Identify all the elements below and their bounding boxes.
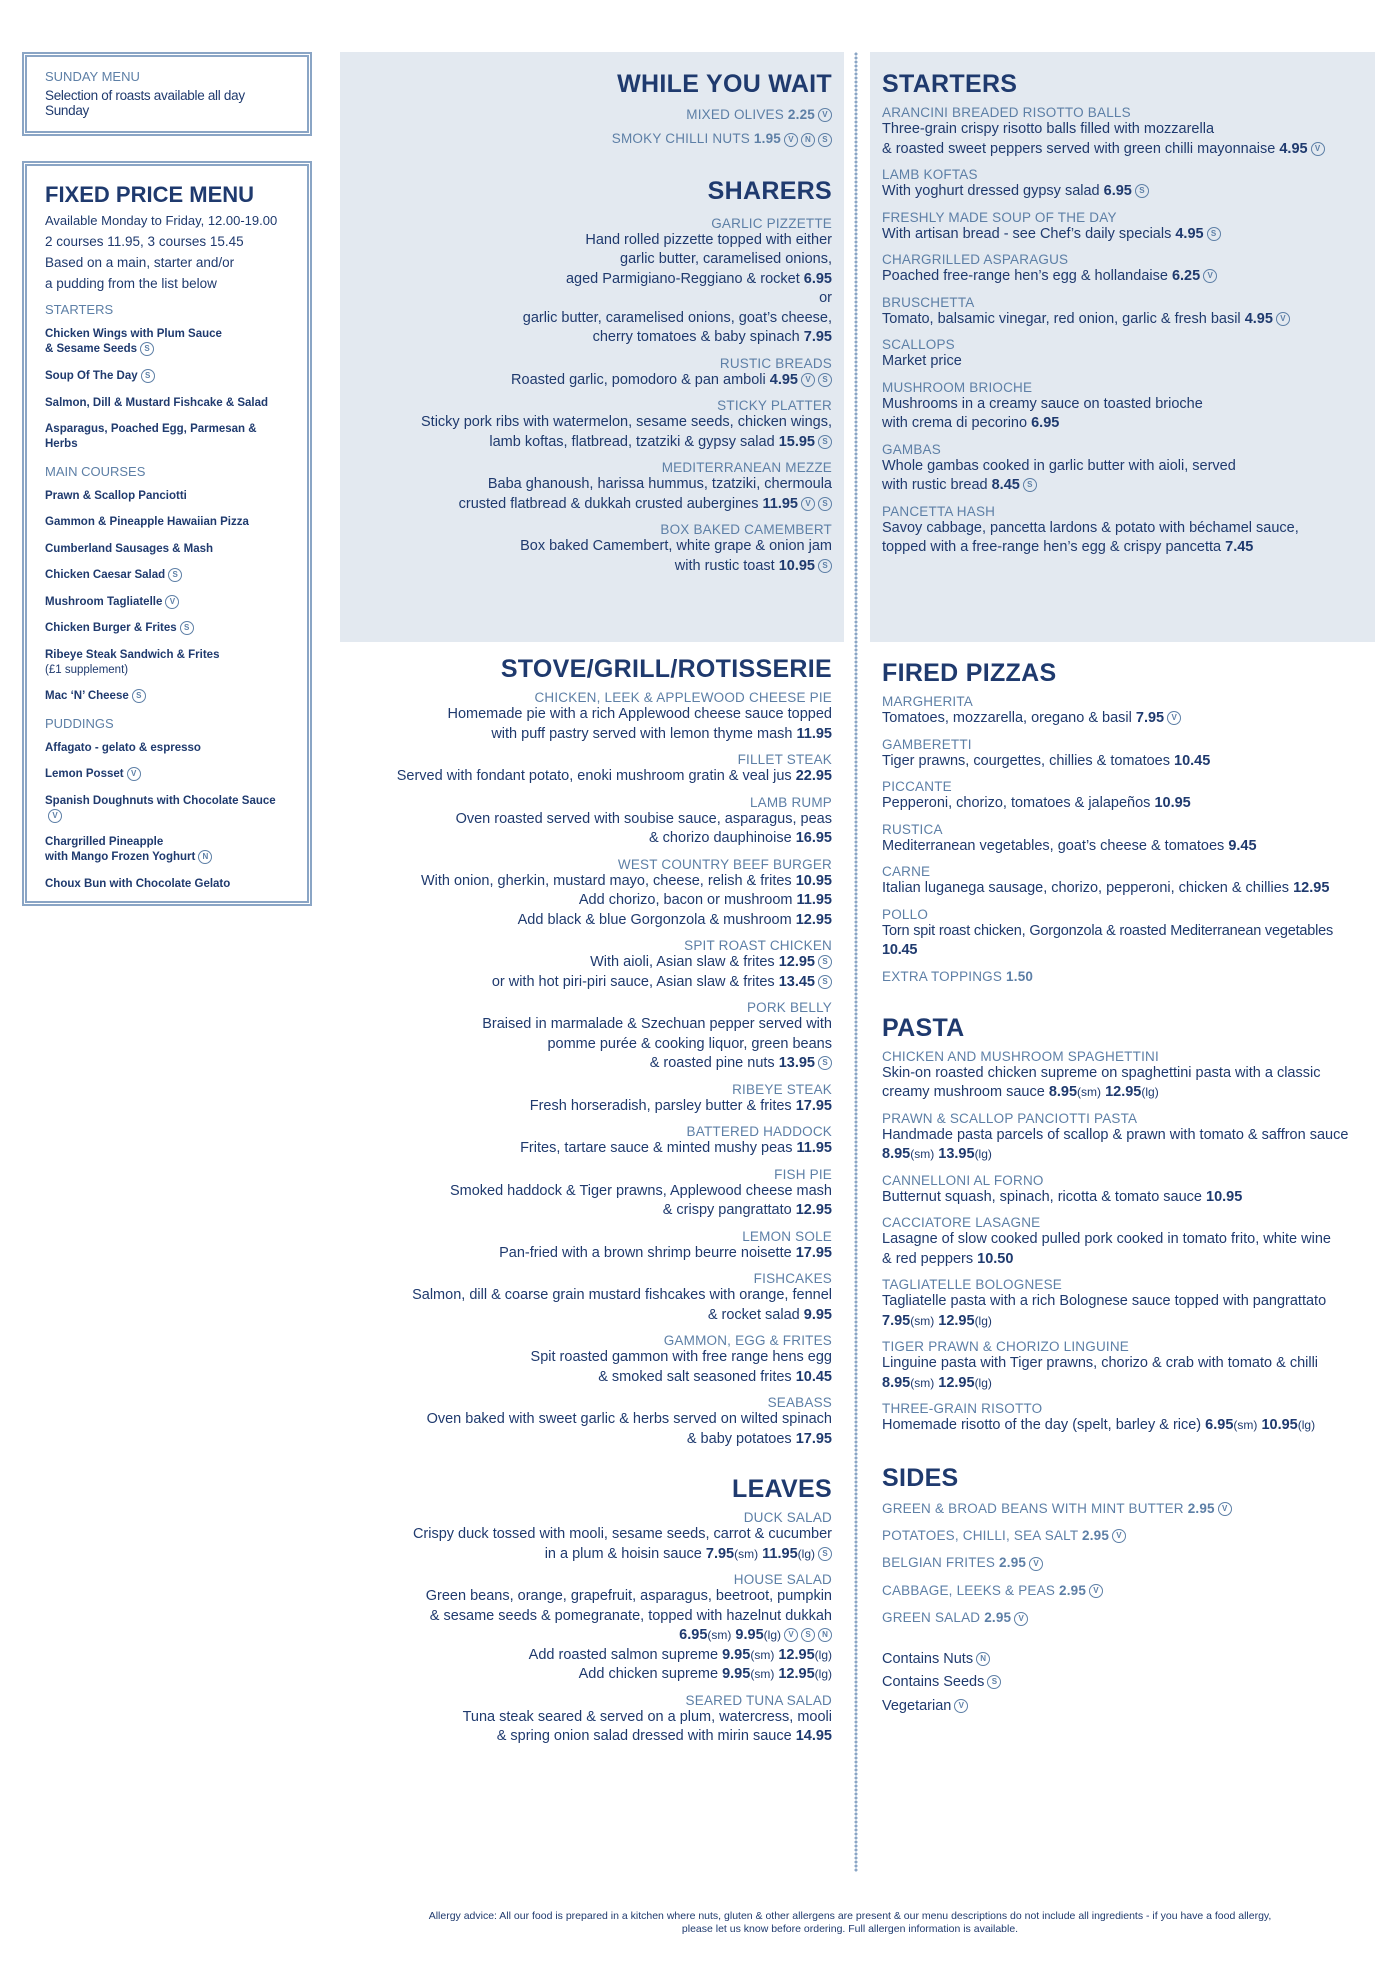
menu-item: RUSTIC BREADS Roasted garlic, pomodoro & pan amboli 4.95 V S <box>511 355 832 388</box>
vegetarian-icon: V <box>784 1628 798 1642</box>
vegetarian-icon: V <box>1203 269 1217 283</box>
seeds-icon: S <box>818 497 832 511</box>
menu-item: PANCETTA HASH Savoy cabbage, pancetta lardons & potato with béchamel sauce, topped with a free-range hen’s egg & crispy pancetta 7.45 <box>882 503 1299 555</box>
menu-item: CHICKEN AND MUSHROOM SPAGHETTINI Skin-on roasted chicken supreme on spaghettini pasta with a classic creamy mushroom sauce 8.95(sm) 12.95(lg) <box>882 1048 1321 1100</box>
seeds-icon: S <box>818 559 832 573</box>
menu-item: BRUSCHETTA Tomato, balsamic vinegar, red onion, garlic & fresh basil 4.95 V <box>882 295 1372 330</box>
fixed-main: Mac ‘N’ Cheese S <box>45 689 289 704</box>
pasta-title: PASTA <box>882 1013 965 1042</box>
menu-item: TAGLIATELLE BOLOGNESE Tagliatelle pasta with a rich Bolognese sauce topped with pangrattato 7.95(sm) 12.95(lg) <box>882 1277 1327 1329</box>
menu-item: BATTERED HADDOCK Frites, tartare sauce & minted mushy peas 11.95 <box>520 1124 832 1156</box>
menu-item: LAMB KOFTAS With yoghurt dressed gypsy salad 6.95 S <box>882 167 1372 202</box>
extra-toppings: EXTRA TOPPINGS 1.50 <box>882 968 1034 984</box>
menu-item: GAMBAS Whole gambas cooked in garlic butter with aioli, served with rustic bread 8.45 S <box>882 441 1236 493</box>
menu-item: PORK BELLY Braised in marmalade & Szechuan pepper served with pomme purée & cooking liquor, green beans & roasted pine nuts 13.95 S <box>482 1000 832 1071</box>
menu-item: THREE-GRAIN RISOTTO Homemade risotto of the day (spelt, barley & rice) 6.95(sm) 10.95(lg) <box>882 1401 1316 1433</box>
menu-item: FISH PIE Smoked haddock & Tiger prawns, Applewood cheese mash & crispy pangrattato 12.95 <box>449 1166 832 1218</box>
stove-title: STOVE/GRILL/ROTISSERIE <box>500 655 832 683</box>
vegetarian-icon: V <box>954 1699 968 1713</box>
menu-item: STICKY PLATTER Sticky pork ribs with watermelon, sesame seeds, chicken wings, lamb koftas, flatbread, tzatziki & gypsy salad 15.95 S <box>421 398 832 450</box>
fixed-main: Chicken Caesar Salad S <box>45 568 289 583</box>
seeds-icon: S <box>141 369 155 383</box>
seeds-icon: S <box>132 689 146 703</box>
menu-item: CHICKEN, LEEK & APPLEWOOD CHEESE PIE Homemade pie with a rich Applewood cheese sauce topped with puff pastry served with lemon thyme mash 11.95 <box>447 690 832 742</box>
nuts-icon: N <box>198 850 212 864</box>
fixed-starters-caption: STARTERS <box>45 302 114 317</box>
fixed-main: Gammon & Pineapple Hawaiian Pizza <box>45 516 249 529</box>
menu-item: RIBEYE STEAK Fresh horseradish, parsley butter & frites 17.95 <box>529 1081 832 1114</box>
seeds-icon: S <box>818 435 832 449</box>
fixed-price-box <box>22 161 312 906</box>
fixed-starter: Chicken Wings with Plum Sauce & Sesame Seeds S <box>45 328 222 356</box>
fixed-main: Ribeye Steak Sandwich & Frites (£1 supplement) <box>45 648 220 676</box>
side-item: GREEN & BROAD BEANS WITH MINT BUTTER 2.95 V <box>882 1501 1372 1516</box>
fixed-starter: Soup Of The Day S <box>45 369 289 384</box>
menu-item: SPIT ROAST CHICKEN With aioli, Asian slaw & frites 12.95 S or with hot piri-piri sauce, Asian slaw & frites 13.45 S <box>491 938 832 990</box>
menu-item: SEARED TUNA SALAD Tuna steak seared & served on a plum, watercress, mooli & spring onion salad dressed with mirin sauce 14.95 <box>462 1692 832 1744</box>
menu-item: ARANCINI BREADED RISOTTO BALLS Three-grain crispy risotto balls filled with mozzarella & roasted sweet peppers served with green chilli mayonnaise 4.95 V <box>882 105 1372 159</box>
sharers-title: SHARERS <box>707 176 832 205</box>
side-item: BELGIAN FRITES 2.95 V <box>882 1555 1372 1570</box>
starters-title: STARTERS <box>882 70 1018 98</box>
vegetarian-icon: V <box>165 595 179 609</box>
fixed-line1: 2 courses 11.95, 3 courses 15.45 <box>45 234 244 249</box>
seeds-icon: S <box>987 1675 1001 1689</box>
allergy-footer: Allergy advice: All our food is prepared in a kitchen where nuts, gluten & other allergens are present & our menu descriptions do not include all ingredients - if you have a food allergy, please let us know before ordering. Full allergen information is available. <box>428 1910 1272 1935</box>
menu-item: TIGER PRAWN & CHORIZO LINGUINE Linguine pasta with Tiger prawns, chorizo & crab with tomato & chilli 8.95(sm) 12.95(lg) <box>882 1339 1319 1391</box>
seeds-icon: S <box>818 373 832 387</box>
fixed-puddings-caption: PUDDINGS <box>45 715 114 731</box>
sunday-menu-box <box>22 52 312 136</box>
seeds-icon: S <box>140 342 154 356</box>
seeds-icon: S <box>180 621 194 635</box>
vegetarian-icon: V <box>1112 1529 1126 1543</box>
fixed-pudding: Lemon Posset V <box>45 767 289 782</box>
starters-section <box>882 70 1372 566</box>
fixed-main: Chicken Burger & Frites S <box>45 621 289 636</box>
menu-item: PICCANTE Pepperoni, chorizo, tomatoes & jalapeños 10.95 <box>882 779 1191 811</box>
seeds-icon: S <box>818 1056 832 1070</box>
pizzas-title: FIRED PIZZAS <box>882 659 1057 687</box>
menu-item: FILLET STEAK Served with fondant potato, enoki mushroom gratin & veal jus 22.95 <box>396 752 832 784</box>
seeds-icon: S <box>818 955 832 969</box>
menu-item: FISHCAKES Salmon, dill & coarse grain mustard fishcakes with orange, fennel & rocket salad 9.95 <box>412 1271 832 1323</box>
legend-vegetarian: Vegetarian V <box>882 1697 1372 1717</box>
leaves-title: LEAVES <box>732 1475 832 1503</box>
menu-item: MEDITERRANEAN MEZZE Baba ghanoush, harissa hummus, tzatziki, chermoula crusted flatbread & dukkah crusted aubergines 11.95 V S <box>458 460 832 512</box>
vegetarian-icon: V <box>127 767 141 781</box>
stove-section <box>350 655 832 1755</box>
vegetarian-icon: V <box>1029 1557 1043 1571</box>
menu-item: SCALLOPS Market price <box>882 337 962 369</box>
vegetarian-icon: V <box>1089 1584 1103 1598</box>
menu-item: LEMON SOLE Pan-fried with a brown shrimp beurre noisette 17.95 <box>499 1228 832 1261</box>
seeds-icon: S <box>1207 227 1221 241</box>
vegetarian-icon: V <box>48 809 62 823</box>
vegetarian-icon: V <box>818 108 832 122</box>
fixed-line3: a pudding from the list below <box>45 276 217 291</box>
legend-nuts: Contains Nuts N <box>882 1650 1372 1670</box>
nuts-icon: N <box>801 133 815 147</box>
seeds-icon: S <box>818 133 832 147</box>
menu-item: HOUSE SALAD Green beans, orange, grapefruit, asparagus, beetroot, pumpkin & sesame seeds & pomegranate, topped with hazelnut dukkah 6.95(sm) 9.95(lg) V S N Add roasted salmon supreme 9.95(sm) 12.95(lg) Add chicken supreme 9.95(sm) 12.95(lg) <box>425 1572 832 1682</box>
vegetarian-icon: V <box>1218 1502 1232 1516</box>
legend-seeds: Contains Seeds S <box>882 1673 1372 1693</box>
menu-item: GARLIC PIZZETTE Hand rolled pizzette topped with either garlic butter, caramelised onions, aged Parmigiano-Reggiano & rocket 6.95 or garlic butter, caramelised onions, goat’s cheese, cherry tomatoes & baby spinach 7.95 <box>522 215 832 346</box>
vegetarian-icon: V <box>1167 711 1181 725</box>
while-you-wait-title: WHILE YOU WAIT <box>617 70 832 98</box>
menu-item: SEABASS Oven baked with sweet garlic & herbs served on wilted spinach & baby potatoes 17.95 <box>426 1395 832 1447</box>
pizza-pasta-sides-section <box>882 659 1372 1716</box>
vegetarian-icon: V <box>1311 142 1325 156</box>
menu-item: BOX BAKED CAMEMBERT Box baked Camembert, white grape & onion jam with rustic toast 10.95 S <box>520 522 832 574</box>
menu-item: RUSTICA Mediterranean vegetables, goat’s cheese & tomatoes 9.45 <box>882 821 1257 854</box>
menu-item: GAMMON, EGG & FRITES Spit roasted gammon with free range hens egg & smoked salt seasoned frites 10.45 <box>530 1333 832 1385</box>
menu-item: PRAWN & SCALLOP PANCIOTTI PASTA Handmade pasta parcels of scallop & prawn with tomato & saffron sauce 8.95(sm) 13.95(lg) <box>882 1110 1349 1162</box>
seeds-icon: S <box>801 1628 815 1642</box>
menu-item: MUSHROOM BRIOCHE Mushrooms in a creamy sauce on toasted brioche with crema di pecorino 6.95 <box>882 379 1203 431</box>
seeds-icon: S <box>818 1547 832 1561</box>
nuts-icon: N <box>818 1628 832 1642</box>
fixed-main: Prawn & Scallop Panciotti <box>45 489 187 502</box>
menu-item: FRESHLY MADE SOUP OF THE DAY With artisan bread - see Chef’s daily specials 4.95 S <box>882 210 1372 245</box>
menu-item: CACCIATORE LASAGNE Lasagne of slow cooked pulled pork cooked in tomato frito, white wine & red peppers 10.50 <box>882 1215 1331 1267</box>
seeds-icon: S <box>1023 478 1037 492</box>
menu-item: DUCK SALAD Crispy duck tossed with mooli, sesame seeds, carrot & cucumber in a plum & hoisin sauce 7.95(sm) 11.95(lg) S <box>412 1510 832 1562</box>
seeds-icon: S <box>168 568 182 582</box>
vegetarian-icon: V <box>784 133 798 147</box>
nuts-icon: N <box>976 1652 990 1666</box>
fixed-starter: Asparagus, Poached Egg, Parmesan & Herbs <box>45 423 257 451</box>
menu-item: LAMB RUMP Oven roasted served with soubise sauce, asparagus, peas & chorizo dauphinoise 16.95 <box>455 794 832 846</box>
fixed-starter: Salmon, Dill & Mustard Fishcake & Salad <box>45 396 269 409</box>
seeds-icon: S <box>1135 184 1149 198</box>
seeds-icon: S <box>818 975 832 989</box>
sunday-text: Selection of roasts available all day Sunday <box>45 88 245 118</box>
vegetarian-icon: V <box>1276 312 1290 326</box>
side-item: CABBAGE, LEEKS & PEAS 2.95 V <box>882 1583 1372 1598</box>
center-top-content <box>350 70 832 584</box>
menu-item: POLLO Torn spit roast chicken, Gorgonzola & roasted Mediterranean vegetables 10.45 <box>882 906 1334 958</box>
menu-item: WEST COUNTRY BEEF BURGER With onion, gherkin, mustard mayo, cheese, relish & frites 10.95 Add chorizo, bacon or mushroom 11.95 Add black & blue Gorgonzola & mushroom 12.95 <box>420 856 832 928</box>
fixed-pudding: Chargrilled Pineapple with Mango Frozen Yoghurt N <box>45 835 289 865</box>
vegetarian-icon: V <box>801 497 815 511</box>
vegetarian-icon: V <box>1014 1612 1028 1626</box>
menu-item: CARNE Italian luganega sausage, chorizo, pepperoni, chicken & chillies 12.95 <box>882 864 1330 896</box>
fixed-mains-caption: MAIN COURSES <box>45 463 146 479</box>
menu-item: CHARGRILLED ASPARAGUS Poached free-range hen’s egg & hollandaise 6.25 V <box>882 252 1372 287</box>
fixed-pudding: Choux Bun with Chocolate Gelato <box>45 877 231 890</box>
menu-item: SMOKY CHILLI NUTS 1.95 V N S <box>350 131 832 146</box>
sides-title: SIDES <box>882 1463 959 1492</box>
vegetarian-icon: V <box>801 373 815 387</box>
fixed-main: Mushroom Tagliatelle V <box>45 595 289 610</box>
fixed-title: FIXED PRICE MENU <box>45 182 255 207</box>
menu-item: MIXED OLIVES 2.25 V <box>350 107 832 122</box>
menu-item: CANNELLONI AL FORNO Butternut squash, spinach, ricotta & tomato sauce 10.95 <box>882 1172 1243 1205</box>
fixed-pudding: Spanish Doughnuts with Chocolate SauceV <box>45 794 289 824</box>
fixed-avail: Available Monday to Friday, 12.00-19.00 <box>45 213 278 228</box>
sunday-title: SUNDAY MENU <box>45 69 140 84</box>
side-item: GREEN SALAD 2.95 V <box>882 1610 1372 1625</box>
menu-item: GAMBERETTI Tiger prawns, courgettes, chillies & tomatoes 10.45 <box>882 736 1211 769</box>
side-item: POTATOES, CHILLI, SEA SALT 2.95 V <box>882 1528 1372 1543</box>
menu-item: MARGHERITA Tomatoes, mozzarella, oregano & basil 7.95 V <box>882 694 1372 729</box>
column-divider <box>854 52 858 1872</box>
fixed-main: Cumberland Sausages & Mash <box>45 542 214 555</box>
fixed-pudding: Affagato - gelato & espresso <box>45 741 201 754</box>
fixed-line2: Based on a main, starter and/or <box>45 255 235 270</box>
